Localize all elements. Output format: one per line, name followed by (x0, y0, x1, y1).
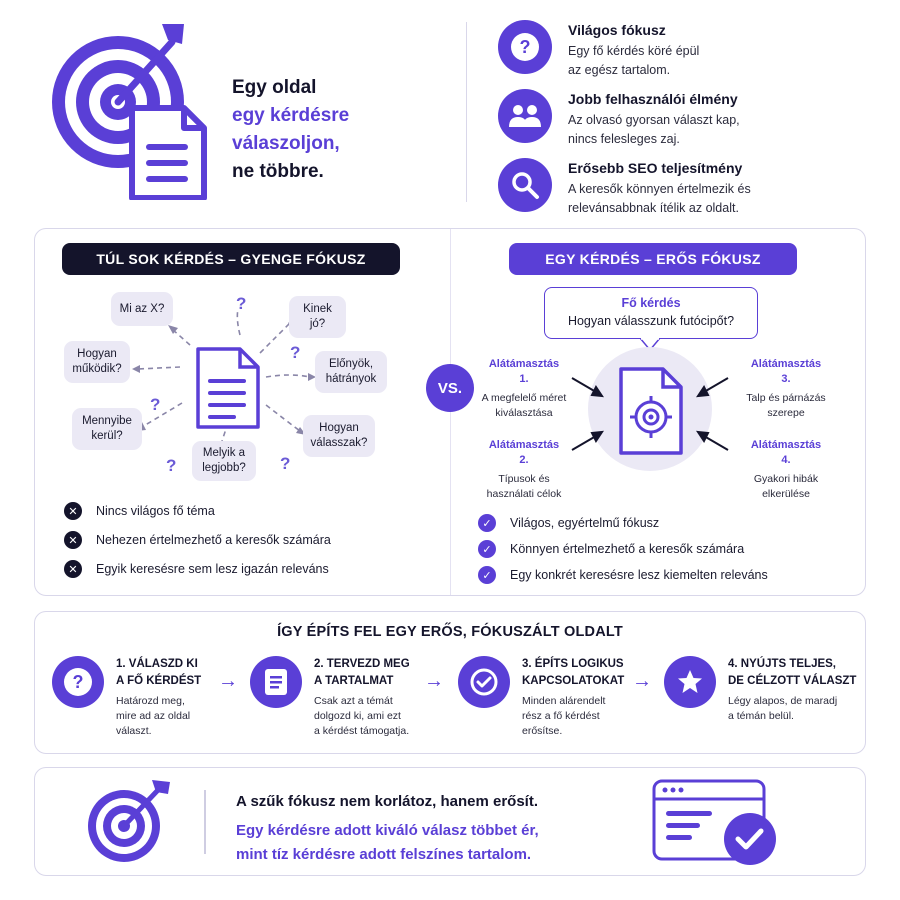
check-icon: ✓ (478, 566, 496, 584)
step-text: Csak azt a témát (314, 695, 393, 707)
support-heading: Alátámasztás (750, 358, 822, 370)
benefit-user-experience (498, 89, 878, 149)
support-heading: 2. (519, 454, 529, 466)
step-text: dolgozd ki, ami ezt (314, 710, 401, 722)
support-text: Gyakori hibák (753, 473, 819, 485)
benefit-clear-focus (498, 20, 878, 80)
support-text: kiválasztása (495, 407, 553, 419)
strong-focus-heading: EGY KÉRDÉS – ERŐS FÓKUSZ (509, 243, 797, 275)
users-icon (498, 89, 552, 143)
question-icon (52, 656, 104, 708)
check-icon: ✓ (478, 540, 496, 558)
support-1 (474, 357, 574, 421)
main-question-label: Fő kérdés (621, 296, 681, 310)
benefit-title: Jobb felhasználói élmény (568, 91, 738, 107)
summary-highlight (236, 819, 656, 867)
check-circle-icon (458, 656, 510, 708)
list-item (64, 559, 331, 579)
benefit-title: Világos fókusz (568, 22, 666, 38)
bubble-text: Kinek (303, 303, 332, 315)
list-item (478, 513, 768, 533)
bubble-text: jó? (309, 318, 326, 330)
question-bubble (289, 296, 346, 338)
support-4 (736, 438, 836, 502)
step-4 (664, 656, 860, 724)
question-mark: ? (166, 456, 177, 475)
title-line-2: egy kérdésre válaszoljon, (232, 105, 350, 154)
search-icon (498, 158, 552, 212)
page-title (232, 74, 462, 186)
summary-divider (204, 790, 206, 854)
con-text: Nehezen értelmezhető a keresők számára (96, 533, 331, 547)
weak-focus-heading: TÚL SOK KÉRDÉS – GYENGE FÓKUSZ (62, 243, 400, 275)
document-icon (250, 656, 302, 708)
bubble-text: Mennyibe (82, 415, 132, 427)
step-title: 3. ÉPÍTS LOGIKUS (522, 658, 624, 670)
support-heading: Alátámasztás (488, 439, 560, 451)
question-icon (498, 20, 552, 74)
arrow-right-icon: → (424, 670, 444, 692)
support-arrows (560, 370, 740, 470)
bubble-text: Hogyan (77, 348, 117, 360)
step-text: Légy alapos, de maradj (728, 695, 838, 707)
target-icon (84, 776, 176, 866)
support-text: szerepe (767, 407, 805, 419)
step-text: Minden alárendelt (522, 695, 606, 707)
con-text: Nincs világos fő téma (96, 504, 215, 518)
pro-text: Világos, egyértelmű fókusz (510, 516, 660, 530)
hero-target-illustration (44, 20, 214, 200)
question-mark: ? (290, 343, 301, 362)
comparison-divider (450, 229, 451, 595)
document-icon (196, 347, 260, 429)
list-item (64, 530, 331, 550)
svg-text:?: ? (519, 37, 531, 57)
bubble-text: hátrányok (325, 373, 377, 385)
step-3 (458, 656, 658, 739)
support-heading: 4. (781, 454, 791, 466)
step-title: 2. TERVEZD MEG (314, 658, 410, 670)
step-title: KAPCSOLATOKAT (522, 675, 625, 687)
question-bubble (72, 408, 142, 450)
support-heading: Alátámasztás (488, 358, 560, 370)
list-item (478, 539, 768, 559)
step-text: a témán belül. (728, 710, 794, 722)
bubble-text: legjobb? (202, 462, 246, 474)
close-icon: ✕ (64, 560, 82, 578)
title-line-1: Egy oldal (232, 77, 317, 98)
question-mark: ? (280, 454, 291, 473)
pros-list (478, 513, 768, 585)
step-2 (250, 656, 450, 739)
step-title: 4. NYÚJTS TELJES, (728, 658, 837, 670)
vs-badge: VS. (426, 364, 474, 412)
question-bubble (64, 341, 130, 383)
summary-line-1: A szűk fókusz nem korlátoz, hanem erősít. (236, 793, 539, 810)
support-heading: 3. (781, 373, 791, 385)
step-1 (52, 656, 252, 739)
bubble-text: kerül? (91, 430, 123, 442)
close-icon: ✕ (64, 531, 82, 549)
arrow-right-icon: → (632, 670, 652, 692)
step-text: a kérdést támogatja. (314, 725, 410, 737)
step-title: DE CÉLZOTT VÁLASZT (728, 675, 857, 687)
question-mark: ? (150, 395, 161, 414)
cons-list (64, 501, 331, 579)
support-text: Típusok és (498, 473, 550, 485)
list-item (64, 501, 331, 521)
support-text: A megfelelő méret (481, 392, 567, 404)
support-2 (474, 438, 574, 502)
main-question-text: Hogyan válasszunk futócipőt? (567, 314, 735, 328)
support-text: Talp és párnázás (746, 392, 826, 404)
benefit-text: relevánsabbnak ítélik az oldalt. (568, 201, 739, 215)
title-line-3: ne többre. (232, 161, 324, 182)
benefit-title: Erősebb SEO teljesítmény (568, 160, 743, 176)
question-bubble (111, 292, 173, 326)
benefit-text: Egy fő kérdés köré épül (568, 44, 700, 58)
step-title: 1. VÁLASZD KI (116, 658, 198, 670)
benefit-seo (498, 158, 878, 218)
support-text: használati célok (486, 488, 562, 500)
bubble-text: Hogyan (319, 422, 359, 434)
bubble-text: Mi az X? (119, 302, 165, 315)
benefit-text: az egész tartalom. (568, 63, 671, 77)
summary-line-3: mint tíz kérdésre adott felszínes tartalom. (236, 846, 532, 863)
benefit-text: A keresők könnyen értelmezik és (568, 182, 751, 196)
step-text: választ. (116, 725, 152, 737)
step-text: Határozd meg, (116, 695, 185, 707)
steps-title: ÍGY ÉPÍTS FEL EGY ERŐS, FÓKUSZÁLT OLDALT (277, 624, 623, 640)
bubble-text: működik? (72, 363, 122, 375)
benefit-text: nincs felesleges zaj. (568, 132, 680, 146)
bubble-text: Melyik a (202, 447, 246, 459)
star-icon (664, 656, 716, 708)
support-heading: 1. (519, 373, 529, 385)
question-bubble (192, 441, 256, 481)
question-bubble (315, 351, 387, 393)
step-text: mire ad az oldal (116, 710, 191, 722)
check-icon: ✓ (478, 514, 496, 532)
svg-text:?: ? (72, 672, 84, 692)
question-bubble (303, 415, 375, 457)
support-3 (736, 357, 836, 421)
question-mark: ? (236, 294, 247, 313)
bubble-text: válasszak? (310, 437, 368, 449)
arrow-right-icon: → (218, 670, 238, 692)
step-text: erősítse. (522, 725, 563, 737)
close-icon: ✕ (64, 502, 82, 520)
step-text: rész a fő kérdést (522, 710, 600, 722)
benefit-text: Az olvasó gyorsan választ kap, (568, 113, 740, 127)
bubble-text: Előnyök, (328, 358, 374, 370)
step-title: A TARTALMAT (314, 675, 394, 687)
support-text: elkerülése (762, 488, 810, 500)
browser-check-icon (652, 779, 782, 869)
main-question-box (544, 287, 758, 339)
summary-line-2: Egy kérdésre adott kiváló válasz többet ér, (236, 822, 539, 839)
step-title: A FŐ KÉRDÉST (116, 675, 202, 687)
header-divider (466, 22, 467, 202)
pro-text: Könnyen értelmezhető a keresők számára (510, 542, 745, 556)
support-heading: Alátámasztás (750, 439, 822, 451)
list-item (478, 565, 768, 585)
con-text: Egyik keresésre sem lesz igazán releváns (96, 562, 329, 576)
pro-text: Egy konkrét keresésre lesz kiemelten releváns (510, 568, 768, 582)
